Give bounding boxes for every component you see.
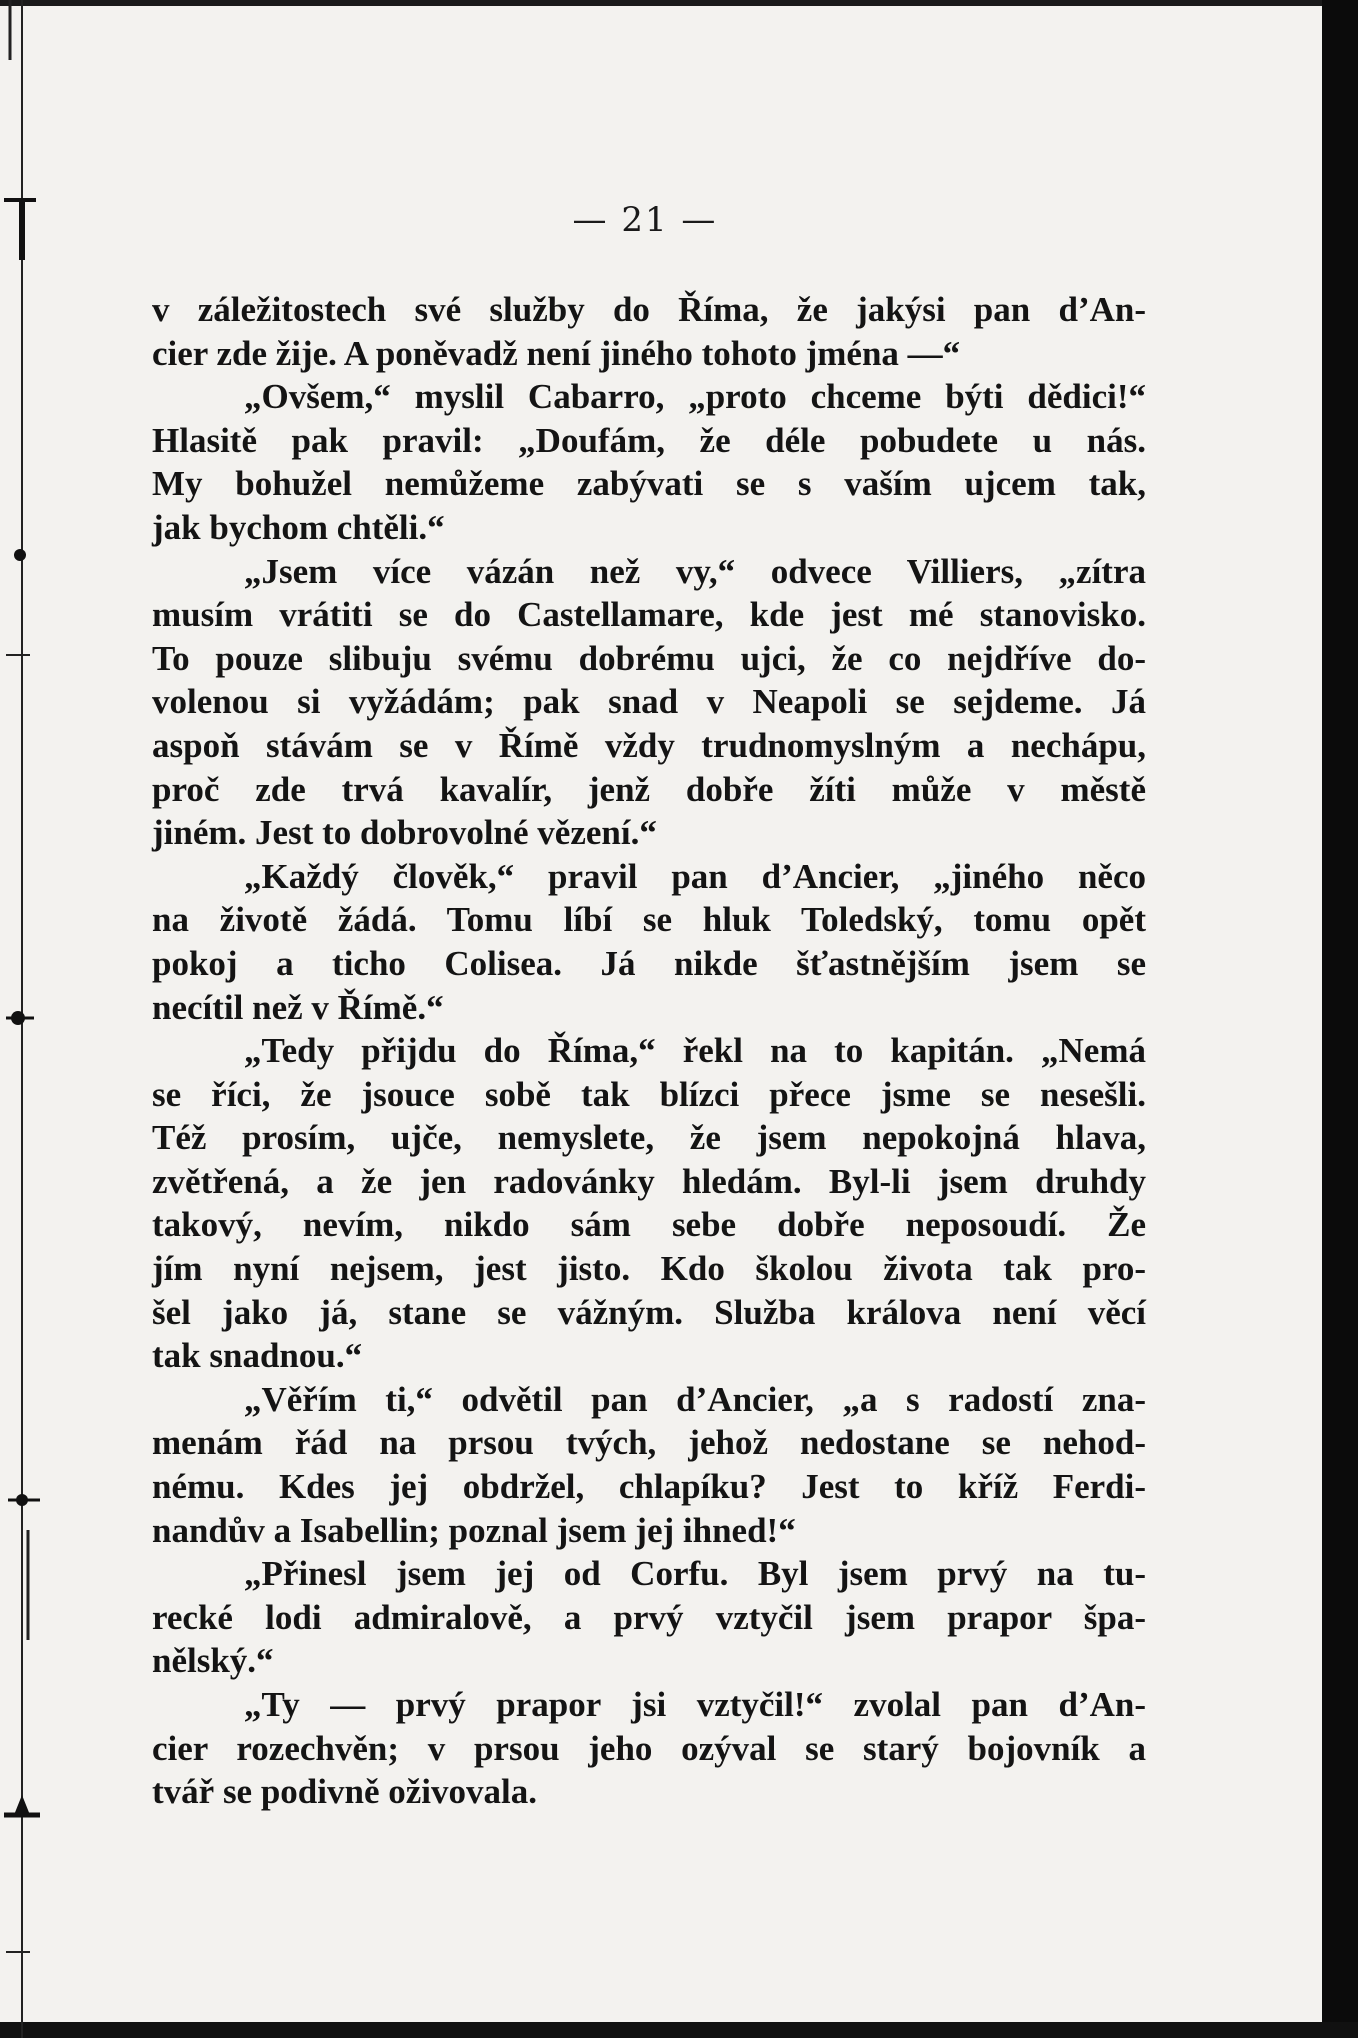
text-line: proč zde trvá kavalír, jenž dobře žíti může v městě [152, 769, 1146, 809]
text-line: jiném. Jest to dobrovolné vězení.“ [152, 813, 657, 853]
text-line: recké lodi admiralově, a prvý vztyčil jsem prapor špa- [152, 1597, 1146, 1637]
text-line: My bohužel nemůžeme zabývati se s vaším ujcem tak, [152, 464, 1146, 504]
text-line: se říci, že jsouce sobě tak blízci přece jsme se nesešli. [152, 1074, 1146, 1114]
text-line: jím nyní nejsem, jest jisto. Kdo školou života tak pro- [152, 1249, 1146, 1289]
text-line: nandův a Isabellin; poznal jsem jej ihned!“ [152, 1510, 796, 1550]
text-line: volenou si vyžádám; pak snad v Neapoli se sejdeme. Já [152, 682, 1146, 722]
text-line: tvář se podivně oživovala. [152, 1772, 537, 1812]
text-line: To pouze slibuju svému dobrému ujci, že co nejdříve do- [152, 638, 1146, 678]
text-line: na životě žádá. Tomu líbí se hluk Toledský, tomu opět [152, 900, 1146, 940]
text-line: pokoj a ticho Colisea. Já nikde šťastnějším jsem se [152, 943, 1146, 983]
text-line: „Tedy přijdu do Říma,“ řekl na to kapitán. „Nemá [244, 1031, 1146, 1071]
text-line: „Přinesl jsem jej od Corfu. Byl jsem prvý na tu- [244, 1554, 1146, 1594]
scan-right-edge [1322, 0, 1358, 2038]
text-line: „Jsem více vázán než vy,“ odvece Villiers, „zítra [244, 551, 1146, 591]
text-line: nělský.“ [152, 1641, 274, 1681]
text-line: tak snadnou.“ [152, 1336, 363, 1376]
text-line: „Ty — prvý prapor jsi vztyčil!“ zvolal pan d’An- [244, 1685, 1146, 1724]
text-line: jak bychom chtěli.“ [152, 507, 445, 547]
scan-top-edge [0, 0, 1358, 6]
text-line: zvětřená, a že jen radovánky hledám. Byl-li jsem druhdy [152, 1161, 1146, 1201]
text-line: takový, nevím, nikdo sám sebe dobře neposoudí. Že [152, 1205, 1146, 1245]
text-line: nému. Kdes jej obdržel, chlapíku? Jest to kříž Ferdi- [152, 1467, 1146, 1507]
text-line: necítil než v Římě.“ [152, 987, 444, 1027]
page-number: — 21 — [572, 200, 718, 240]
text-line: Hlasitě pak pravil: „Doufám, že déle pobudete u nás. [152, 420, 1146, 460]
text-line: „Každý člověk,“ pravil pan d’Ancier, „jiného něco [244, 856, 1146, 896]
scan-bottom-edge [0, 2022, 1358, 2038]
text-line: menám řád na prsou tvých, jehož nedostane se nehod- [152, 1423, 1146, 1463]
text-line: musím vrátiti se do Castellamare, kde jest mé stanovisko. [152, 595, 1146, 635]
text-line: šel jako já, stane se vážným. Služba králova není věcí [152, 1292, 1146, 1332]
text-line: v záležitostech své služby do Říma, že jakýsi pan d’An- [152, 290, 1146, 329]
text-line: „Věřím ti,“ odvětil pan d’Ancier, „a s radostí zna- [244, 1379, 1146, 1419]
binding-marks [0, 0, 60, 2038]
text-line: aspoň stávám se v Římě vždy trudnomyslným a nechápu, [152, 725, 1146, 765]
text-line: cier rozechvěn; v prsou jeho ozýval se starý bojovník a [152, 1728, 1146, 1768]
text-line: Též prosím, ujče, nemyslete, že jsem nepokojná hlava, [152, 1118, 1146, 1158]
body-text [152, 288, 1146, 1814]
text-line: „Ovšem,“ myslil Cabarro, „proto chceme býti dědici!“ [244, 377, 1146, 417]
text-line: cier zde žije. A poněvadž není jiného tohoto jména —“ [152, 333, 961, 373]
